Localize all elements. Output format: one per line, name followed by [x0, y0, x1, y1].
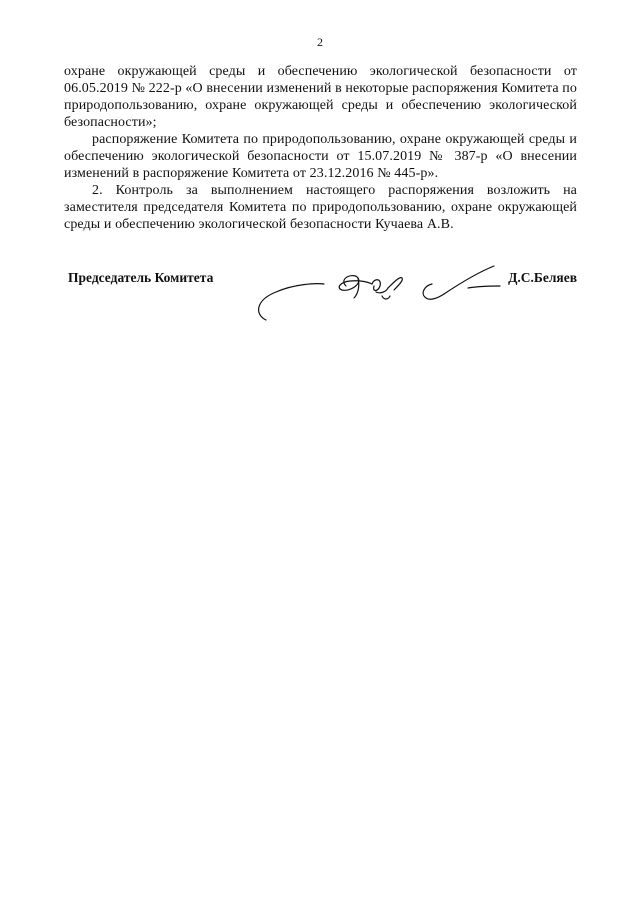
handwritten-signature-icon	[254, 256, 504, 326]
paragraph-repealed-order: распоряжение Комитета по природопользованию, охране окружающей среды и обеспечению экологической безопасности от 15.07.2019 № 387-р «О внесении изменений в распоряжение Комитета от 23.12.2016 № 445-р».	[64, 132, 577, 181]
page-number: 2	[317, 35, 323, 49]
signer-name: Д.С.Беляев	[508, 270, 577, 285]
signature-block	[64, 256, 577, 326]
paragraph-control-clause: 2. Контроль за выполнением настоящего распоряжения возложить на заместителя председателя Комитета по природопользованию, охране окружающей среды и обеспечению экологической безопасности Кучаева А.В.	[64, 183, 577, 232]
paragraph-continuation: охране окружающей среды и обеспечению экологической безопасности от 06.05.2019 № 222-р «О внесении изменений в некоторые распоряжения Комитета по природопользованию, охране окружающей среды и обеспечению экологической безопасности»;	[64, 64, 577, 130]
document-body	[64, 63, 577, 233]
signer-title: Председатель Комитета	[68, 270, 214, 285]
